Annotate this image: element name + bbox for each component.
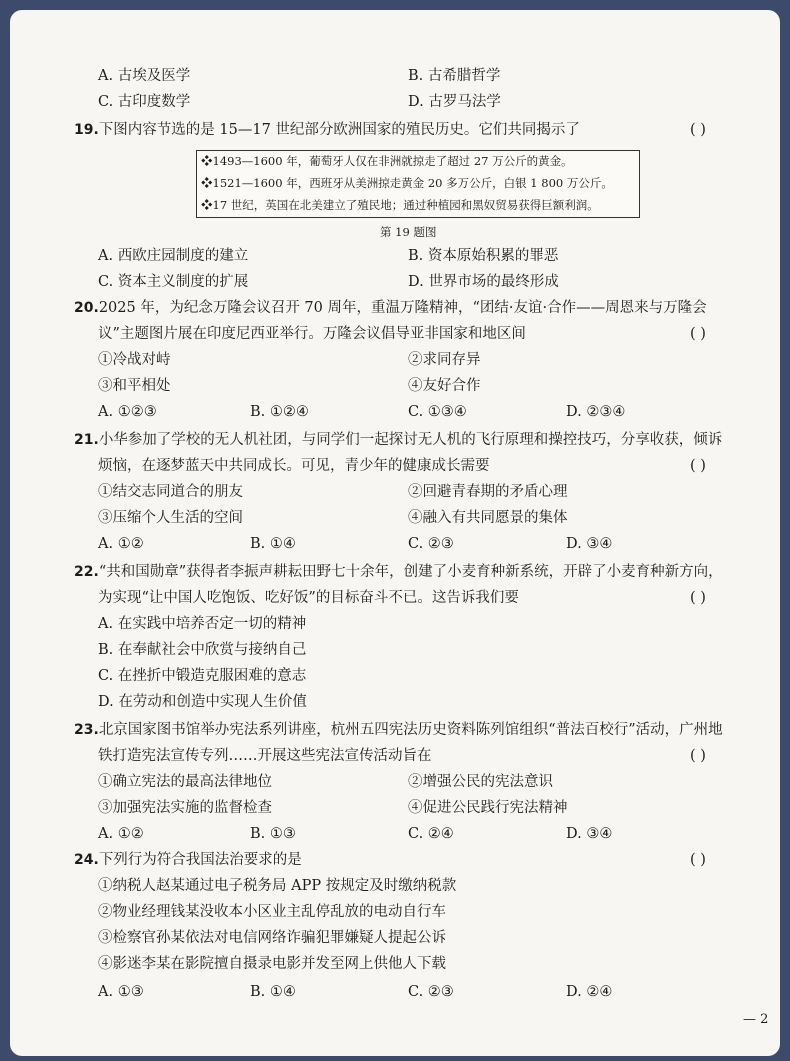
q23-option-b: B. ①③ bbox=[250, 826, 296, 842]
q23-option-a: A. ①② bbox=[98, 826, 144, 842]
q23-statement-4: ④促进公民践行宪法精神 bbox=[408, 800, 568, 816]
q19-option-a: A. 西欧庄园制度的建立 bbox=[98, 248, 249, 264]
q24-option-b: B. ①④ bbox=[250, 984, 296, 1000]
q21-statement-1: ①结交志同道合的朋友 bbox=[98, 484, 243, 500]
q23-option-c: C. ②④ bbox=[408, 826, 454, 842]
q18-option-d: D. 古罗马法学 bbox=[408, 94, 501, 110]
figure-line-1: ❖1493—1600 年，葡萄牙人仅在非洲就掠走了超过 27 万公斤的黄金。 bbox=[201, 154, 573, 168]
question-23-stem-line1: 23.北京国家图书馆举办宪法系列讲座，杭州五四宪法历史资料陈列馆组织“普法百校行”活动，广州地 bbox=[74, 722, 723, 738]
question-23-number: 23. bbox=[74, 722, 99, 738]
question-20-stem-line2: 议”主题图片展在印度尼西亚举行。万隆会议倡导亚非国家和地区间 bbox=[98, 326, 526, 342]
question-19-text: 下图内容节选的是 15—17 世纪部分欧洲国家的殖民历史。它们共同揭示了 bbox=[98, 122, 580, 138]
question-21-answer-blank: ( ) bbox=[690, 458, 706, 474]
q20-statement-1: ①冷战对峙 bbox=[98, 352, 171, 368]
q21-option-b: B. ①④ bbox=[250, 536, 296, 552]
q19-option-d: D. 世界市场的最终形成 bbox=[408, 274, 559, 290]
question-22-number: 22. bbox=[74, 564, 99, 580]
question-21-number: 21. bbox=[74, 432, 99, 448]
figure-caption: 第 19 题图 bbox=[380, 225, 437, 239]
page-content bbox=[10, 10, 780, 1056]
q24-option-c: C. ②③ bbox=[408, 984, 454, 1000]
diamond-bullet-icon: ❖ bbox=[201, 176, 213, 190]
question-24-stem: 24.下列行为符合我国法治要求的是 bbox=[74, 852, 302, 868]
figure-line-2: ❖1521—1600 年，西班牙从美洲掠走黄金 20 多万公斤，白银 1 800 万公斤。 bbox=[201, 176, 613, 190]
q24-statement-1: ①纳税人赵某通过电子税务局 APP 按规定及时缴纳税款 bbox=[98, 878, 457, 894]
question-19-number: 19. bbox=[74, 122, 99, 138]
diamond-bullet-icon: ❖ bbox=[201, 198, 213, 212]
q21-statement-4: ④融入有共同愿景的集体 bbox=[408, 510, 568, 526]
q24-statement-3: ③检察官孙某依法对电信网络诈骗犯罪嫌疑人提起公诉 bbox=[98, 930, 446, 946]
question-20-answer-blank: ( ) bbox=[690, 326, 706, 342]
q24-statement-4: ④影迷李某在影院擅自摄录电影并发至网上供他人下载 bbox=[98, 956, 446, 972]
question-19-figure-box bbox=[196, 150, 640, 218]
q20-option-b: B. ①②④ bbox=[250, 404, 309, 420]
q21-statement-3: ③压缩个人生活的空间 bbox=[98, 510, 243, 526]
q18-option-c: C. 古印度数学 bbox=[98, 94, 191, 110]
q23-statement-1: ①确立宪法的最高法律地位 bbox=[98, 774, 272, 790]
q20-option-d: D. ②③④ bbox=[566, 404, 626, 420]
diamond-bullet-icon: ❖ bbox=[201, 154, 213, 168]
question-22-stem-line2: 为实现“让中国人吃饱饭、吃好饭”的目标奋斗不已。这告诉我们要 bbox=[98, 590, 519, 606]
q22-option-c: C. 在挫折中锻造克服困难的意志 bbox=[98, 668, 307, 684]
question-22-answer-blank: ( ) bbox=[690, 590, 706, 606]
question-22-stem-line1: 22.“共和国勋章”获得者李振声耕耘田野七十余年，创建了小麦育种新系统，开辟了小麦育种新方向， bbox=[74, 564, 723, 580]
q21-statement-2: ②回避青春期的矛盾心理 bbox=[408, 484, 568, 500]
question-24-answer-blank: ( ) bbox=[690, 852, 706, 868]
question-19-stem bbox=[74, 120, 580, 140]
q24-option-a: A. ①③ bbox=[98, 984, 144, 1000]
question-23-answer-blank: ( ) bbox=[690, 748, 706, 764]
q19-option-c: C. 资本主义制度的扩展 bbox=[98, 274, 249, 290]
question-23-stem-line2: 铁打造宪法宣传专列……开展这些宪法宣传活动旨在 bbox=[98, 748, 432, 764]
q18-option-b: B. 古希腊哲学 bbox=[408, 68, 501, 84]
page-number: — 2 bbox=[743, 1012, 769, 1027]
q23-option-d: D. ③④ bbox=[566, 826, 613, 842]
q24-statement-2: ②物业经理钱某没收本小区业主乱停乱放的电动自行车 bbox=[98, 904, 446, 920]
q23-statement-2: ②增强公民的宪法意识 bbox=[408, 774, 553, 790]
question-20-number: 20. bbox=[74, 300, 99, 316]
q20-option-a: A. ①②③ bbox=[98, 404, 157, 420]
exam-page bbox=[10, 10, 780, 1056]
q21-option-c: C. ②③ bbox=[408, 536, 454, 552]
q20-statement-3: ③和平相处 bbox=[98, 378, 171, 394]
q20-option-c: C. ①③④ bbox=[408, 404, 467, 420]
q22-option-d: D. 在劳动和创造中实现人生价值 bbox=[98, 694, 307, 710]
question-24-number: 24. bbox=[74, 852, 99, 868]
q24-option-d: D. ②④ bbox=[566, 984, 613, 1000]
figure-line-3: ❖17 世纪，英国在北美建立了殖民地；通过种植园和黑奴贸易获得巨额利润。 bbox=[201, 198, 599, 212]
q21-option-a: A. ①② bbox=[98, 536, 144, 552]
q20-statement-2: ②求同存异 bbox=[408, 352, 481, 368]
q22-option-b: B. 在奉献社会中欣赏与接纳自己 bbox=[98, 642, 307, 658]
q19-option-b: B. 资本原始积累的罪恶 bbox=[408, 248, 559, 264]
question-21-stem-line1: 21.小华参加了学校的无人机社团，与同学们一起探讨无人机的飞行原理和操控技巧，分享收获，倾诉 bbox=[74, 432, 723, 448]
q23-statement-3: ③加强宪法实施的监督检查 bbox=[98, 800, 272, 816]
question-19-answer-blank: ( ) bbox=[690, 122, 706, 138]
q21-option-d: D. ③④ bbox=[566, 536, 613, 552]
q18-option-a: A. 古埃及医学 bbox=[98, 68, 191, 84]
q20-statement-4: ④友好合作 bbox=[408, 378, 481, 394]
q22-option-a: A. 在实践中培养否定一切的精神 bbox=[98, 616, 307, 632]
question-21-stem-line2: 烦恼，在逐梦蓝天中共同成长。可见，青少年的健康成长需要 bbox=[98, 458, 490, 474]
question-20-stem-line1: 20.2025 年，为纪念万隆会议召开 70 周年，重温万隆精神，“团结·友谊·合作——周恩来与万隆会 bbox=[74, 300, 707, 316]
